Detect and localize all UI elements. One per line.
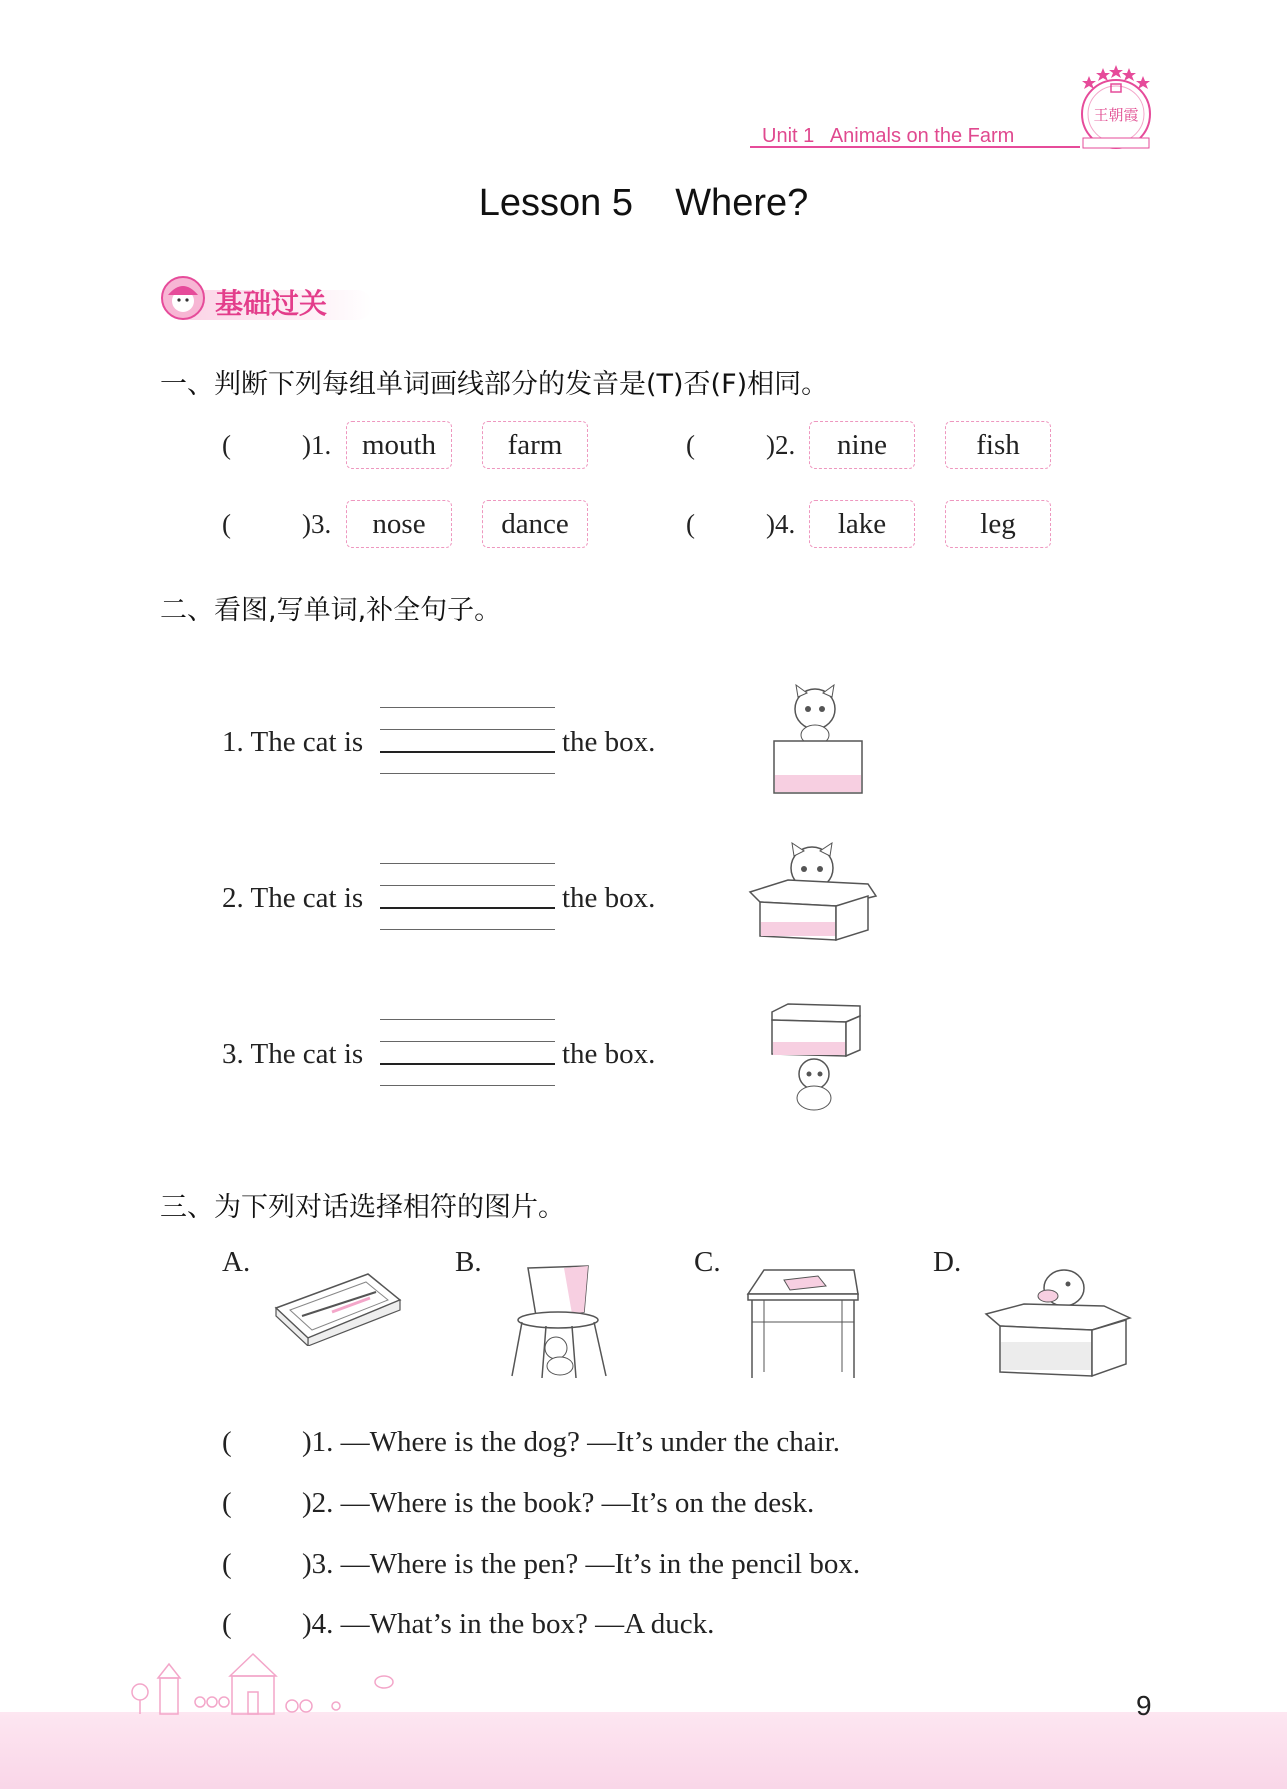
duck-in-box-image: [984, 1262, 1132, 1385]
option-label-c: C.: [694, 1246, 721, 1278]
svg-text:王朝霞: 王朝霞: [1093, 106, 1139, 124]
answer-paren-open: (: [222, 1548, 232, 1580]
word-box: [809, 421, 915, 469]
answer-blank-4[interactable]: [712, 502, 762, 546]
chair-dog-image: [506, 1262, 612, 1385]
word-box: [945, 421, 1051, 469]
dialogue-answer-blank-1[interactable]: [250, 1420, 300, 1464]
sentence-suffix: the box.: [562, 1038, 656, 1070]
guide-line: [380, 1085, 555, 1086]
option-label-d: D.: [933, 1246, 962, 1278]
cat-under-box-image: [768, 1002, 864, 1119]
option-label-a: A.: [222, 1246, 251, 1278]
guide-line: [380, 885, 555, 886]
item-number: )1.: [302, 430, 332, 460]
answer-paren-open: (: [222, 1426, 232, 1458]
word-box: [346, 421, 452, 469]
guide-line: [380, 863, 555, 864]
pencil-box-image: [272, 1270, 404, 1351]
badge-girl-icon: [160, 275, 206, 326]
guide-line: [380, 707, 555, 708]
cat-in-box-image: [770, 683, 870, 803]
answer-paren-open: (: [222, 1487, 232, 1519]
section-badge-label: 基础过关: [215, 287, 328, 320]
item-number: )4.: [766, 509, 796, 539]
word-text: nine: [837, 428, 887, 461]
answer-blank-2[interactable]: [712, 423, 762, 467]
page-title: Lesson 5 Where?: [478, 182, 809, 224]
dialogue-answer-blank-2[interactable]: [250, 1481, 300, 1525]
dialogue-answer-blank-4[interactable]: [250, 1602, 300, 1646]
word-box: [482, 421, 588, 469]
guide-line: [380, 729, 555, 730]
item-number: )2.: [766, 430, 796, 460]
word-box: [945, 500, 1051, 548]
cat-on-box-image: [748, 842, 880, 947]
word-text: farm: [507, 428, 563, 461]
dialogue-line: )4. —What’s in the box? —A duck.: [302, 1608, 715, 1640]
word-box: [346, 500, 452, 548]
writing-lines[interactable]: [380, 707, 555, 775]
word-text: lake: [837, 507, 887, 540]
item-number: )3.: [302, 509, 332, 539]
part3-heading: 三、为下列对话选择相符的图片。: [160, 1192, 565, 1223]
base-line: [380, 907, 555, 909]
part1-heading: 一、判断下列每组单词画线部分的发音是(T)否(F)相同。: [160, 369, 829, 400]
dialogue-line: )3. —Where is the pen? —It’s in the pencil box.: [302, 1548, 861, 1580]
sentence-prefix: 2. The cat is: [222, 882, 364, 914]
word-box: [482, 500, 588, 548]
guide-line: [380, 929, 555, 930]
footer-town-icon: [122, 1648, 402, 1725]
answer-paren-open: (: [222, 1608, 232, 1640]
answer-paren-open: (: [686, 509, 695, 539]
logo-seal: [1075, 62, 1157, 152]
dialogue-answer-blank-3[interactable]: [250, 1542, 300, 1586]
guide-line: [380, 1019, 555, 1020]
answer-blank-3[interactable]: [250, 502, 300, 546]
dialogue-line: )1. —Where is the dog? —It’s under the chair.: [302, 1426, 840, 1458]
sentence-prefix: 3. The cat is: [222, 1038, 364, 1070]
unit-label: Unit 1 Animals on the Farm: [762, 125, 1015, 147]
dialogue-line: )2. —Where is the book? —It’s on the desk.: [302, 1487, 815, 1519]
guide-line: [380, 773, 555, 774]
sentence-prefix: 1. The cat is: [222, 726, 364, 758]
answer-paren-open: (: [686, 430, 695, 460]
sentence-suffix: the box.: [562, 882, 656, 914]
base-line: [380, 751, 555, 753]
word-text: mouth: [361, 428, 437, 461]
word-box: [809, 500, 915, 548]
desk-book-image: [744, 1262, 862, 1385]
answer-paren-open: (: [222, 430, 231, 460]
page-number: 9: [1136, 1690, 1152, 1721]
word-text: leg: [980, 507, 1016, 540]
base-line: [380, 1063, 555, 1065]
word-text: fish: [976, 428, 1020, 461]
word-text: dance: [501, 507, 569, 540]
sentence-suffix: the box.: [562, 726, 656, 758]
word-text: nose: [372, 507, 426, 540]
option-label-b: B.: [455, 1246, 482, 1278]
part2-heading: 二、看图,写单词,补全句子。: [160, 595, 502, 626]
answer-paren-open: (: [222, 509, 231, 539]
guide-line: [380, 1041, 555, 1042]
answer-blank-1[interactable]: [250, 423, 300, 467]
writing-lines[interactable]: [380, 1019, 555, 1087]
writing-lines[interactable]: [380, 863, 555, 931]
